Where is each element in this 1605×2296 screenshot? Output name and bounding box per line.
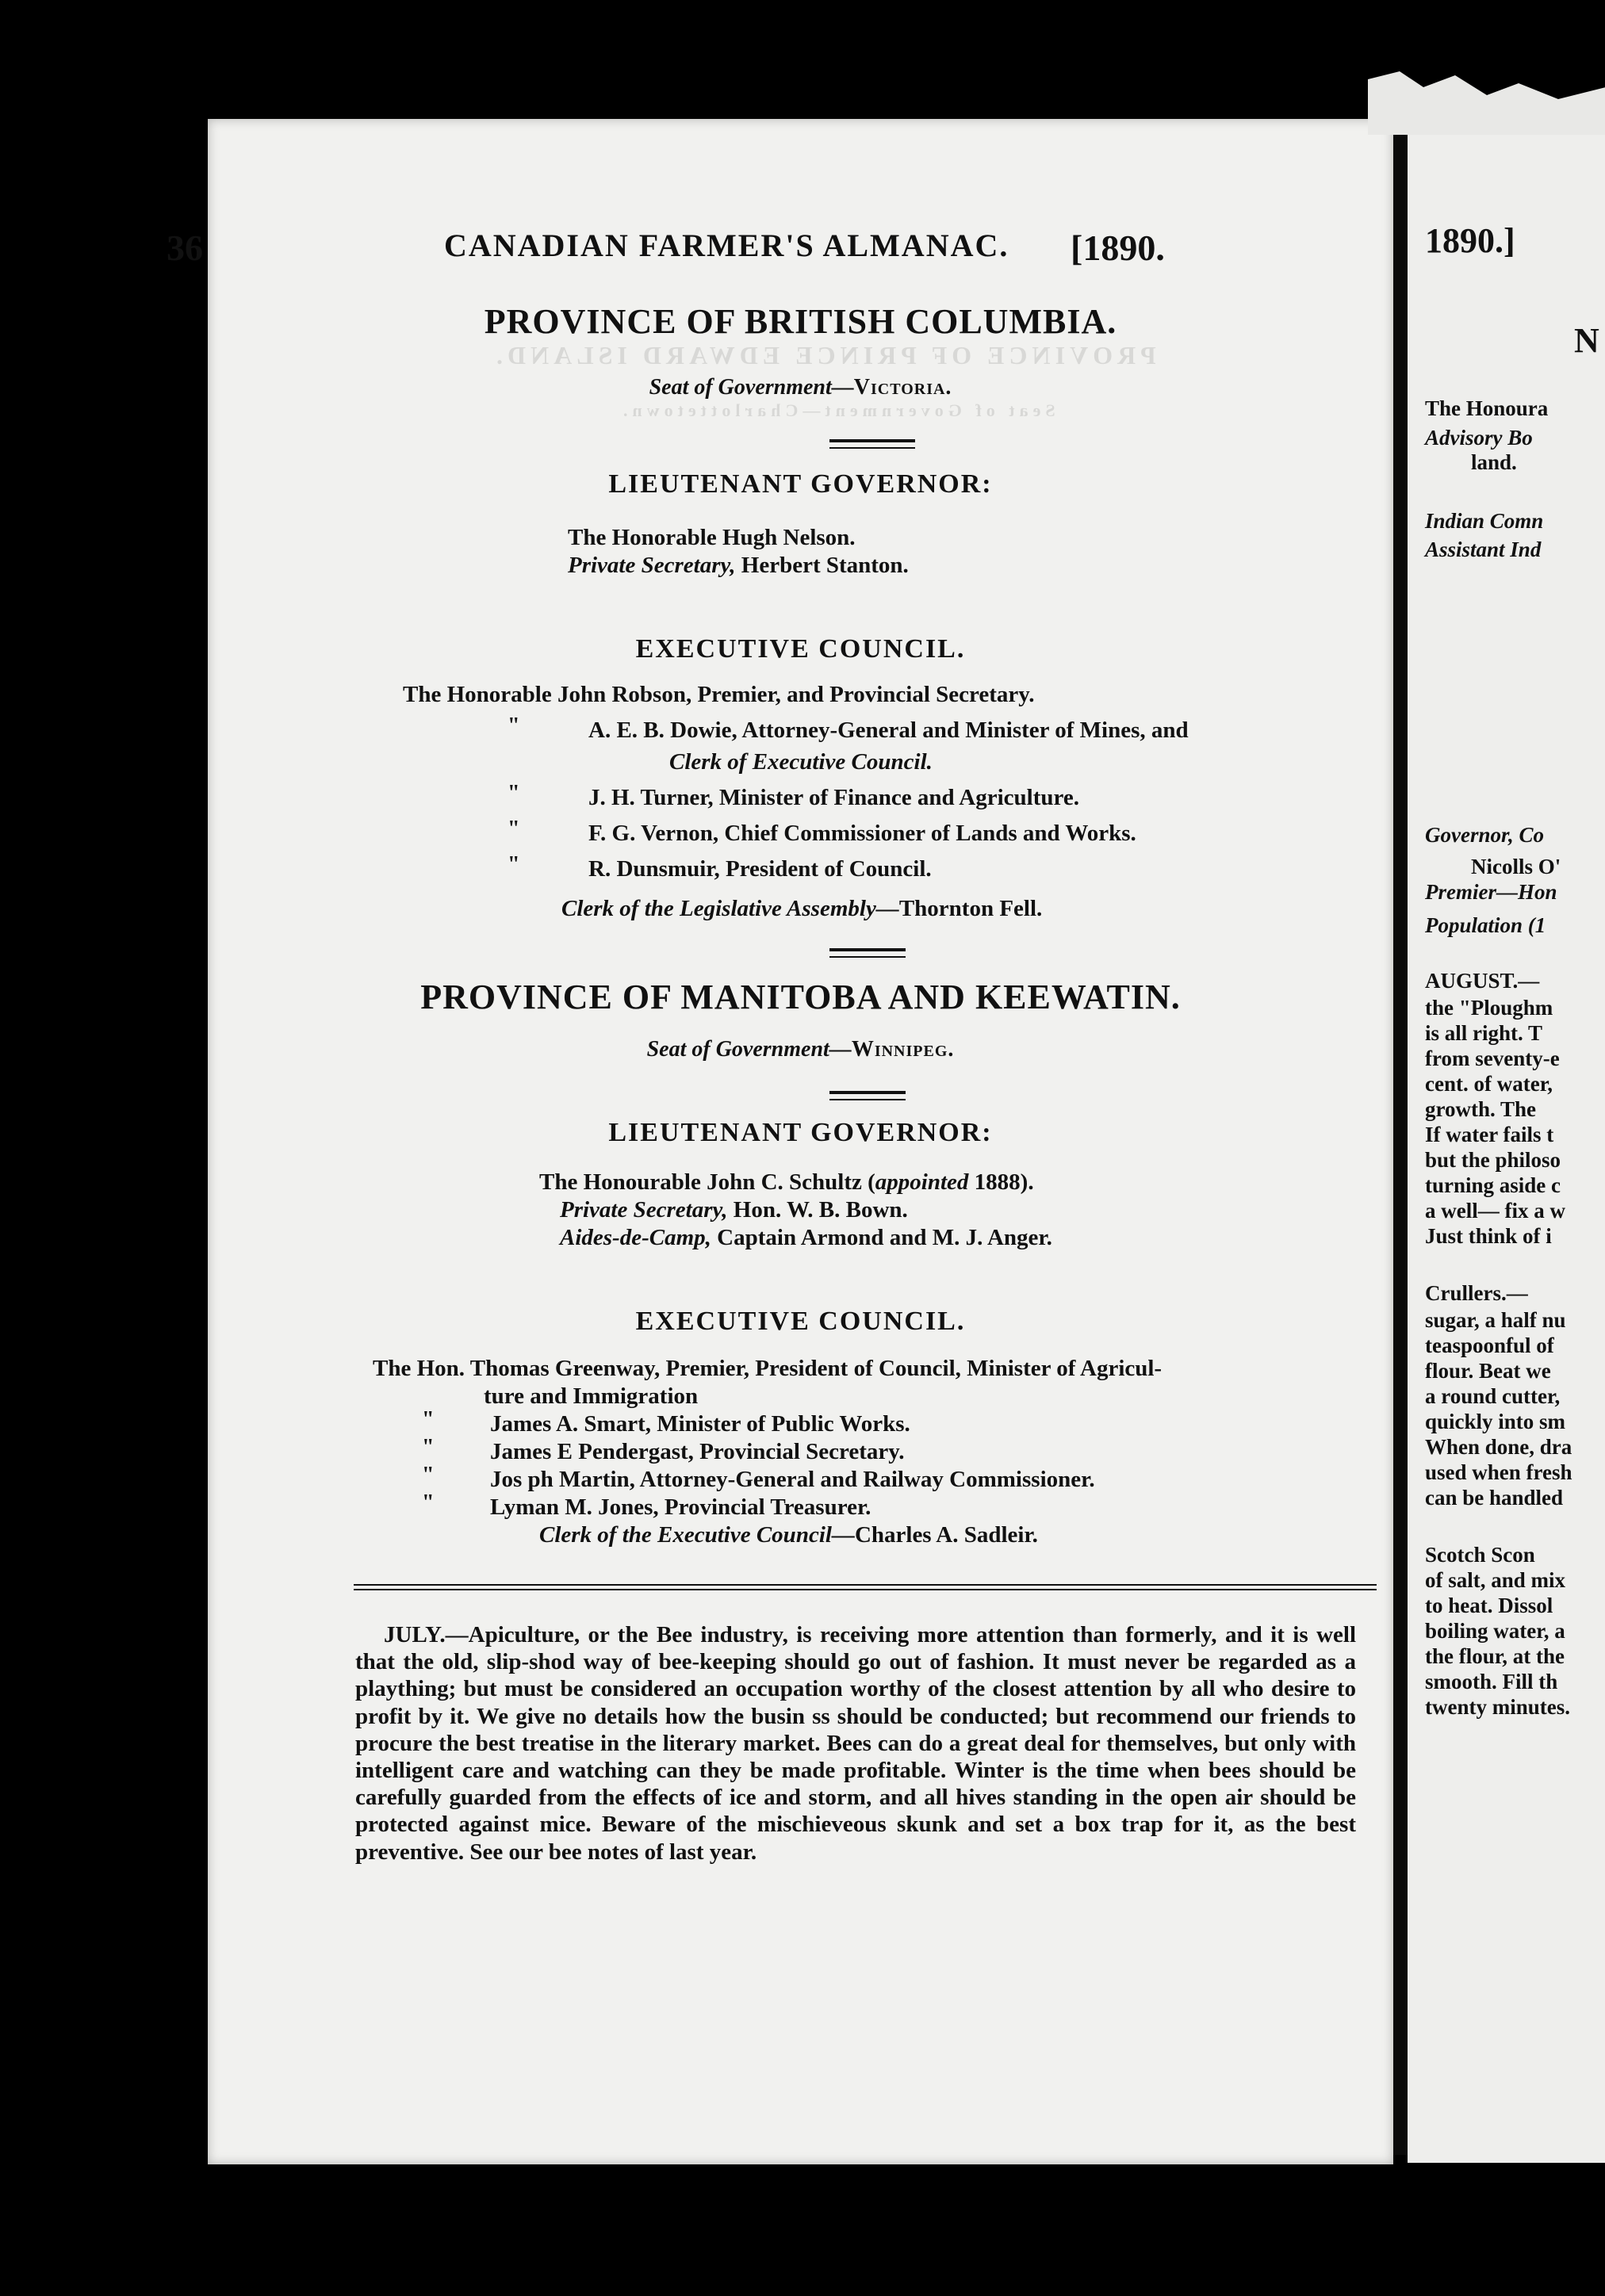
right-page-line: a well— fix a w [1425,1199,1565,1223]
bc-lt-gov-heading: LIEUTENANT GOVERNOR: [608,469,993,499]
right-page-line: Assistant Ind [1425,538,1542,561]
ditto-mark: " [508,852,520,877]
right-page-line: the flour, at the [1425,1644,1565,1668]
divider [829,956,906,958]
mb-exec-heading: EXECUTIVE COUNCIL. [635,1307,966,1336]
mb-exec-line: ture and Immigration [484,1383,699,1409]
mb-seat-label: Seat of Government— [646,1037,852,1062]
right-page-line: quickly into sm [1425,1410,1566,1433]
torn-paper-fragment [1368,63,1605,135]
right-page-line: a round cutter, [1425,1384,1561,1408]
bleed-through-seat: Seat of Government—Charlottetown. [619,400,1055,420]
divider [829,1091,906,1094]
mb-title: PROVINCE OF MANITOBA AND KEEWATIN. [420,978,1181,1016]
mb-lt-gov-heading-wrap [208,1118,1393,1148]
divider [829,1099,906,1100]
right-page-heading: N [1574,321,1599,360]
mb-clerk: Clerk of the Executive Council—Charles A. Sadleir. [539,1522,1038,1548]
right-page-line: Scotch Scon [1425,1543,1535,1567]
bc-lt-gov-heading-wrap [208,469,1393,499]
right-page-line: Advisory Bo [1425,426,1533,450]
ditto-mark: " [508,817,520,841]
bc-exec-line: R. Dunsmuir, President of Council. [588,856,932,882]
mb-exec-line: Lyman M. Jones, Provincial Treasurer. [490,1494,871,1520]
bc-private-secretary-name: Herbert Stanton. [741,553,909,578]
mb-exec-line: James E Pendergast, Provincial Secretary. [490,1439,905,1464]
mb-exec-line: The Hon. Thomas Greenway, Premier, President of Council, Minister of Agricul- [373,1356,1163,1381]
mb-private-secretary: Private Secretary, Hon. W. B. Bown. [560,1197,908,1223]
right-page [1408,133,1605,2163]
right-page-line: The Honoura [1425,396,1549,420]
right-page-line: cent. of water, [1425,1072,1553,1096]
running-title: CANADIAN FARMER'S ALMANAC. [444,228,1009,263]
right-page-line: growth. The [1425,1097,1537,1121]
bc-exec-line: A. E. B. Dowie, Attorney-General and Minister of Mines, and [588,718,1189,743]
ditto-mark: " [422,1490,435,1515]
bc-exec-heading: EXECUTIVE COUNCIL. [635,634,966,664]
mb-exec-line: James A. Smart, Minister of Public Works. [490,1411,910,1437]
bc-private-secretary-label: Private Secretary, [568,553,736,578]
right-page-line: twenty minutes. [1425,1695,1570,1719]
right-page-line: sugar, a half nu [1425,1308,1566,1332]
bc-seat-label: Seat of Government— [649,375,854,400]
book-gutter [1393,125,1408,2155]
bc-clerk [561,896,1042,922]
right-page-line: teaspoonful of [1425,1334,1554,1357]
mb-exec-heading-wrap [208,1307,1393,1337]
right-page-line: from seventy-e [1425,1047,1560,1070]
right-page-line: Governor, Co [1425,823,1545,847]
right-page-year: 1890.] [1425,221,1515,260]
bc-title: PROVINCE OF BRITISH COLUMBIA. [484,302,1117,341]
bc-clerk-label: Clerk of the Legislative Assembly— [561,896,899,921]
ditto-mark: " [422,1463,435,1487]
page-number: 36 [167,228,203,268]
right-page-line: If water fails t [1425,1123,1554,1146]
right-page-line: Premier—Hon [1425,880,1557,904]
right-page-line: of salt, and mix [1425,1568,1566,1592]
mb-exec-line: Jos ph Martin, Attorney-General and Railway Commissioner. [490,1467,1095,1492]
right-page-line: Just think of i [1425,1224,1552,1248]
right-page-line: boiling water, a [1425,1619,1565,1643]
right-page-line: Indian Comn [1425,509,1544,533]
bc-exec-line: F. G. Vernon, Chief Commissioner of Lands and Works. [588,821,1136,846]
right-page-line: but the philoso [1425,1148,1561,1172]
divider [829,439,915,442]
ditto-mark: " [422,1435,435,1460]
mb-seat-city: Winnipeg. [851,1037,955,1062]
july-note [355,1621,1356,1866]
mb-aides-de-camp: Aides-de-Camp, Captain Armond and M. J. Anger. [560,1225,1052,1250]
right-page-line: flour. Beat we [1425,1359,1551,1383]
bc-exec-line: Clerk of Executive Council. [669,749,933,775]
bc-seat [208,375,1393,400]
right-page-line: land. [1471,450,1517,474]
mb-seat [208,1037,1393,1062]
right-page-line: AUGUST.— [1425,969,1540,993]
divider [829,447,915,449]
right-page-line: to heat. Dissol [1425,1594,1553,1617]
right-page-line: is all right. T [1425,1021,1543,1045]
ditto-mark: " [508,714,520,738]
bc-private-secretary [568,553,909,579]
right-page-line: the "Ploughm [1425,996,1553,1020]
july-text: —Apiculture, or the Bee industry, is receiving more attention than formerly, and it is well that the old, slip-shod way of bee-keeping should go out of fashion. It must never be regarded as a plaything; but must be considered an occupation worthy of the closest attention by all who desire to profit by it. We give no details how the busin ss should be conducted; but recommend our friends to procure the best treatise in the literary market. Bees can do a great deal for themselves, but only with intelligent care and watching can they be made profitable. Winter is the time when bees should be carefully guarded from the effects of ice and storm, and all hives standing in the open air should be protected against mice. Beware of the mischieveous skunk and set a box trap for it, as the best preventive. See our bee notes of last year. [355,1622,1356,1865]
right-page-line: used when fresh [1425,1460,1572,1484]
right-page-line: turning aside c [1425,1173,1561,1197]
bc-seat-city: Victoria. [853,375,952,400]
right-page-line: Crullers.— [1425,1281,1528,1305]
right-page-line: When done, dra [1425,1435,1572,1459]
bc-exec-line: J. H. Turner, Minister of Finance and Agriculture. [588,785,1079,810]
bc-clerk-name: Thornton Fell. [898,896,1043,921]
right-page-line: Population (1 [1425,913,1546,937]
divider [829,948,906,951]
right-page-line: can be handled [1425,1486,1564,1510]
ditto-mark: " [508,781,520,806]
mb-lt-gov-heading: LIEUTENANT GOVERNOR: [608,1118,993,1147]
right-page-line: Nicolls O' [1471,855,1561,878]
ditto-mark: " [422,1407,435,1432]
bc-exec-heading-wrap [208,634,1393,664]
mb-lt-gov: The Honourable John C. Schultz (appointed 1888). [539,1169,1034,1195]
bleed-through-title: PROVINCE OF PRINCE EDWARD ISLAND. [492,341,1156,369]
bc-exec-line: The Honorable John Robson, Premier, and Provincial Secretary. [403,682,1035,707]
bc-section [208,301,1393,342]
mb-section [208,977,1393,1017]
section-rule [354,1584,1377,1586]
right-page-line: smooth. Fill th [1425,1670,1558,1693]
section-rule [354,1589,1377,1590]
bc-lt-gov: The Honorable Hugh Nelson. [568,525,856,550]
july-lead: JULY. [384,1622,446,1647]
header-year: [1890. [1071,228,1165,268]
